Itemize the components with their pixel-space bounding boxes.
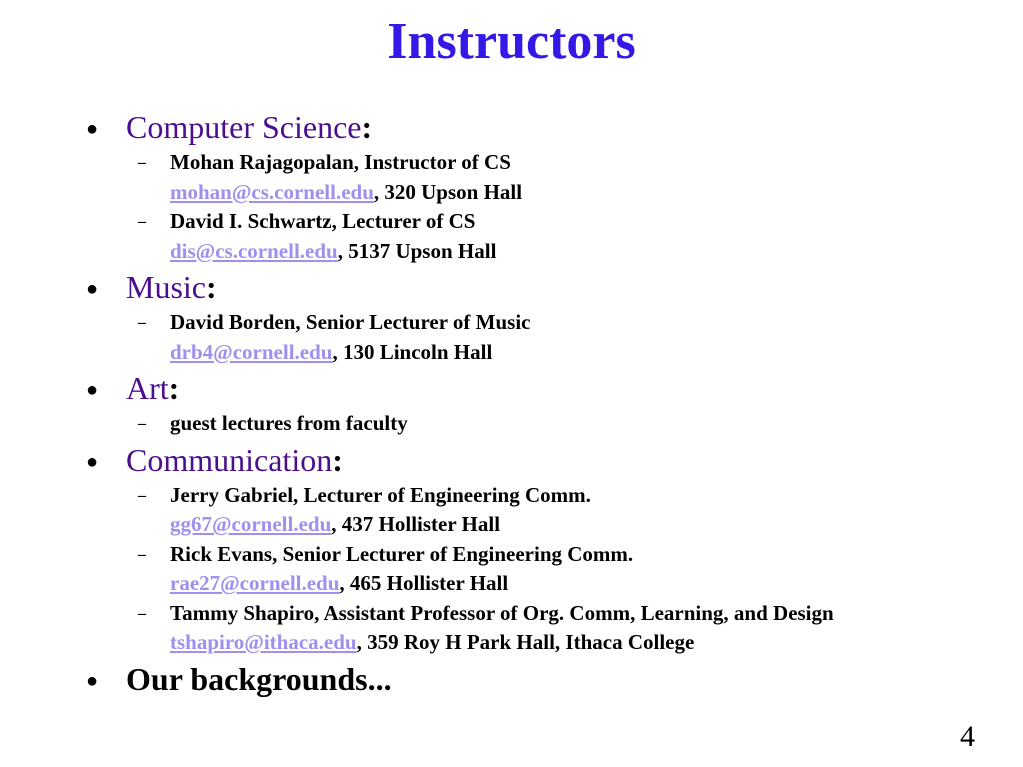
instructor-name: David Borden, Senior Lecturer of Music [170,310,531,334]
dash-icon: – [138,213,146,230]
instructor-name: Jerry Gabriel, Lecturer of Engineering Comm. [170,482,591,507]
email-link[interactable]: mohan@cs.cornell.edu [170,179,374,204]
bullet-icon: ● [86,669,99,692]
bullet-icon: ● [86,379,99,401]
bullet-icon: ● [86,118,99,140]
email-link[interactable]: dis@cs.cornell.edu [170,238,338,263]
instructor-item [86,481,986,540]
section-colon: : [332,441,343,478]
instructor-contact [170,178,986,208]
email-link[interactable]: rae27@cornell.edu [170,571,340,595]
section-communication [86,439,986,481]
closing-bullet [86,658,986,700]
dash-icon: – [138,314,146,331]
instructor-item [86,308,986,367]
slide-title: Instructors [387,13,636,70]
office-location: , 130 Lincoln Hall [332,339,493,364]
instructor-item [86,148,986,207]
section-colon: : [168,370,180,406]
instructor-contact [170,510,986,540]
instructor-item [86,540,986,599]
instructor-name: David I. Schwartz, Lecturer of CS [170,209,476,233]
section-music [86,266,986,308]
instructor-contact [170,338,986,368]
section-label: Communication [126,441,333,478]
section-colon: : [206,269,217,305]
office-location: , 359 Roy H Park Hall, Ithaca College [356,630,695,654]
dash-icon: – [138,545,146,563]
office-location: , 5137 Upson Hall [337,238,497,263]
email-link[interactable]: drb4@cornell.edu [170,339,333,364]
email-link[interactable]: gg67@cornell.edu [170,512,332,536]
office-location: , 465 Hollister Hall [339,571,509,595]
dash-icon: – [138,604,146,622]
bullet-icon: ● [86,278,99,300]
instructor-contact [170,237,986,267]
instructor-list [86,106,986,700]
instructor-contact [170,569,986,599]
art-note: guest lectures from faculty [170,411,408,435]
office-location: , 437 Hollister Hall [331,512,501,536]
section-art [86,367,986,409]
instructor-contact [170,628,986,658]
section-label: Art [126,370,169,406]
closing-text: Our backgrounds... [126,660,392,697]
bullet-icon: ● [86,450,99,473]
dash-icon: – [138,415,146,432]
instructor-name: Mohan Rajagopalan, Instructor of CS [170,150,511,174]
section-colon: : [361,109,373,145]
instructor-item [86,599,986,658]
email-link[interactable]: tshapiro@ithaca.edu [170,630,357,654]
section-computer-science [86,106,986,148]
dash-icon: – [138,154,146,171]
instructor-name: Rick Evans, Senior Lecturer of Engineering Comm. [170,541,634,566]
office-location: , 320 Upson Hall [373,179,523,204]
instructor-item [86,207,986,266]
instructor-name: Tammy Shapiro, Assistant Professor of Org. Comm, Learning, and Design [170,600,834,625]
page-number: 4 [960,720,975,753]
instructor-item [86,409,986,439]
section-label: Computer Science [126,109,362,145]
section-label: Music [126,269,206,305]
dash-icon: – [138,486,146,504]
